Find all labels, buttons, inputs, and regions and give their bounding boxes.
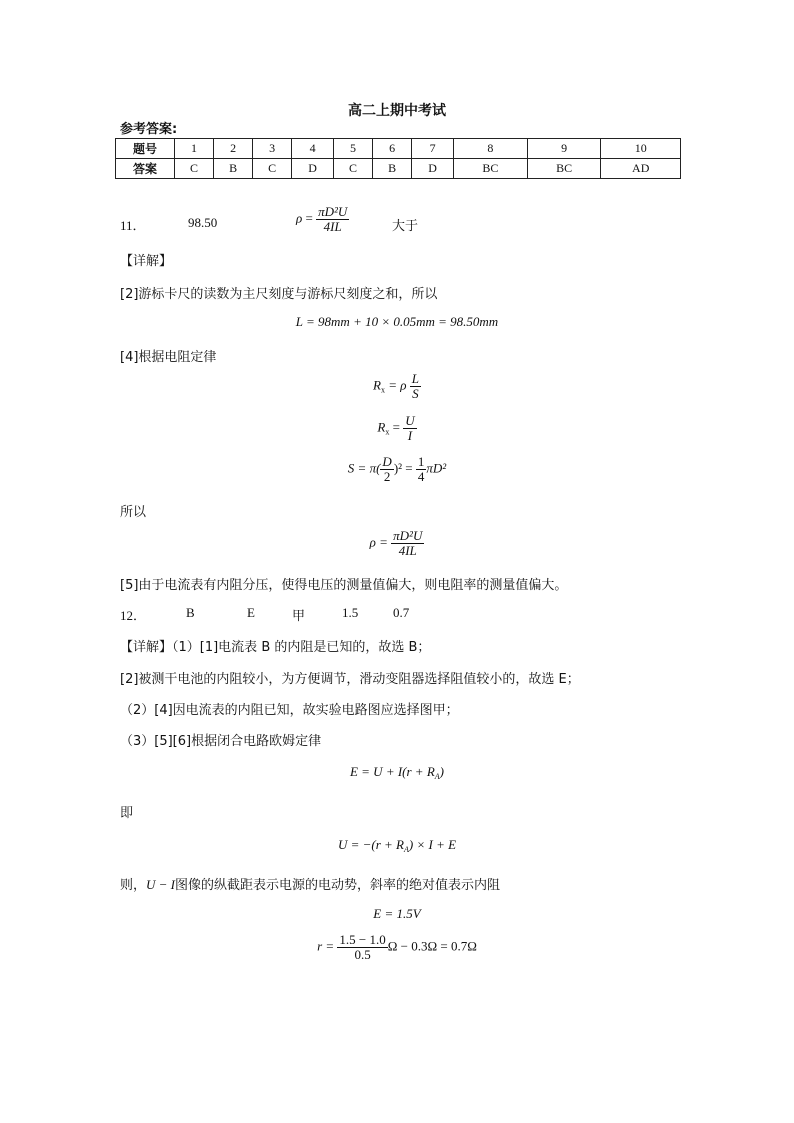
fraction-denominator: I	[407, 428, 413, 443]
detail-label: 【详解】	[120, 254, 173, 269]
table-row	[116, 159, 681, 179]
equation-part: ρ =	[369, 534, 392, 550]
paragraph: （3）[5][6]根据闭合电路欧姆定律	[120, 734, 322, 749]
fraction-numerator: πD²U	[393, 528, 423, 543]
fraction	[316, 205, 349, 234]
paragraph: 【详解】（1）[1]电流表 B 的内阻是已知的，故选 B；	[120, 640, 431, 655]
q12-answer-3: 甲	[292, 609, 306, 624]
table-cell: 1	[175, 139, 214, 159]
subscript: A	[434, 772, 440, 781]
equation-r	[0, 933, 794, 962]
q11-answer-3: 大于	[392, 219, 419, 234]
subscript: x	[385, 427, 390, 437]
fraction-numerator: 1	[417, 454, 425, 469]
reference-answer-label: 参考答案:	[120, 122, 178, 137]
equation-part: )	[439, 764, 445, 779]
equation-part: ) × I + E	[408, 837, 457, 852]
equation-part: )² =	[393, 460, 416, 476]
equation-part: E = U + I(r + R	[349, 764, 435, 779]
q11-answer-formula	[296, 205, 349, 234]
fraction-denominator: S	[412, 386, 419, 401]
answer-table	[115, 138, 681, 179]
paragraph: [4]根据电阻定律	[120, 350, 217, 365]
paragraph: 即	[120, 806, 134, 821]
equals-rho: = ρ	[384, 377, 407, 393]
table-row	[116, 139, 681, 159]
paragraph: 所以	[120, 505, 147, 520]
subscript: A	[404, 845, 409, 854]
table-cell: B	[214, 159, 253, 179]
q12-number: 12．	[120, 608, 147, 623]
table-cell: 6	[373, 139, 412, 159]
fraction-numerator: U	[405, 413, 415, 428]
equation-L: L = 98mm + 10 × 0.05mm = 98.50mm	[295, 314, 499, 329]
equation-E	[0, 764, 794, 781]
equals-sign: =	[389, 419, 404, 435]
equation-R-ohm	[0, 414, 794, 443]
fraction-numerator: L	[411, 371, 419, 386]
fraction-numerator: D	[382, 454, 392, 469]
equation-S	[0, 455, 794, 484]
table-cell: AD	[601, 159, 681, 179]
table-cell: D	[412, 159, 454, 179]
symbol-R: R	[377, 419, 386, 435]
table-cell: C	[175, 159, 214, 179]
q12-answer-4: 1.5	[342, 605, 359, 620]
table-cell: 8	[454, 139, 528, 159]
equation-part: Ω − 0.3Ω = 0.7Ω	[387, 938, 477, 954]
q11-number: 11．	[120, 218, 146, 233]
fraction	[416, 455, 427, 484]
page-title: 高二上期中考试	[348, 103, 446, 119]
table-cell: 4	[292, 139, 334, 159]
paragraph	[120, 874, 500, 893]
fraction-denominator: 0.5	[354, 947, 371, 962]
text-part: 图像的纵截距表示电源的电动势，斜率的绝对值表示内阻	[175, 878, 501, 893]
equation-U	[0, 837, 794, 854]
paragraph: [2]游标卡尺的读数为主尺刻度与游标尺刻度之和，所以	[120, 287, 438, 302]
fraction-denominator: 4IL	[323, 219, 342, 234]
equation-part: πD²	[426, 460, 447, 476]
equation-E-value: E = 1.5V	[373, 906, 421, 921]
table-cell: 5	[334, 139, 373, 159]
table-cell: D	[292, 159, 334, 179]
q12-answer-5: 0.7	[393, 605, 410, 620]
symbol-R: R	[373, 377, 381, 393]
equation-rho	[0, 529, 794, 558]
q12-answer-1: B	[186, 605, 195, 620]
paragraph: [2]被测干电池的内阻较小，为方便调节，滑动变阻器选择阻值较小的，故选 E；	[120, 672, 580, 687]
fraction	[391, 529, 424, 558]
table-header-cell: 题号	[116, 139, 175, 159]
table-cell: 2	[214, 139, 253, 159]
q12-answer-2: E	[247, 605, 255, 620]
fraction-denominator: 4	[417, 469, 425, 484]
text-part: 则，	[120, 878, 147, 893]
table-cell: C	[334, 159, 373, 179]
table-cell: BC	[527, 159, 601, 179]
fraction	[337, 933, 387, 962]
paragraph: （2）[4]因电流表的内阻已知，故实验电路图应选择图甲；	[120, 703, 459, 718]
fraction-numerator: 1.5 − 1.0	[339, 932, 386, 947]
table-header-cell: 答案	[116, 159, 175, 179]
equation-part: S = π(	[347, 460, 381, 476]
equation-R-resistivity	[0, 372, 794, 401]
table-cell: 7	[412, 139, 454, 159]
table-cell: 10	[601, 139, 681, 159]
fraction	[410, 372, 421, 401]
fraction-numerator: πD²U	[318, 204, 348, 219]
table-cell: 9	[527, 139, 601, 159]
table-cell: B	[373, 159, 412, 179]
math-inline: U − I	[146, 877, 176, 892]
subscript: x	[380, 385, 385, 395]
fraction-denominator: 4IL	[398, 543, 417, 558]
equals-sign: =	[305, 210, 313, 226]
equation-part: r =	[317, 938, 338, 954]
table-cell: BC	[454, 159, 528, 179]
q11-answer-1: 98.50	[188, 215, 218, 230]
paragraph: [5]由于电流表有内阻分压，使得电压的测量值偏大，则电阻率的测量值偏大。	[120, 578, 568, 593]
rho-symbol: ρ	[296, 210, 303, 226]
fraction	[403, 414, 416, 443]
fraction-denominator: 2	[383, 469, 391, 484]
equation-part: U = −(r + R	[337, 837, 404, 852]
fraction	[380, 455, 393, 484]
table-cell: C	[253, 159, 292, 179]
table-cell: 3	[253, 139, 292, 159]
